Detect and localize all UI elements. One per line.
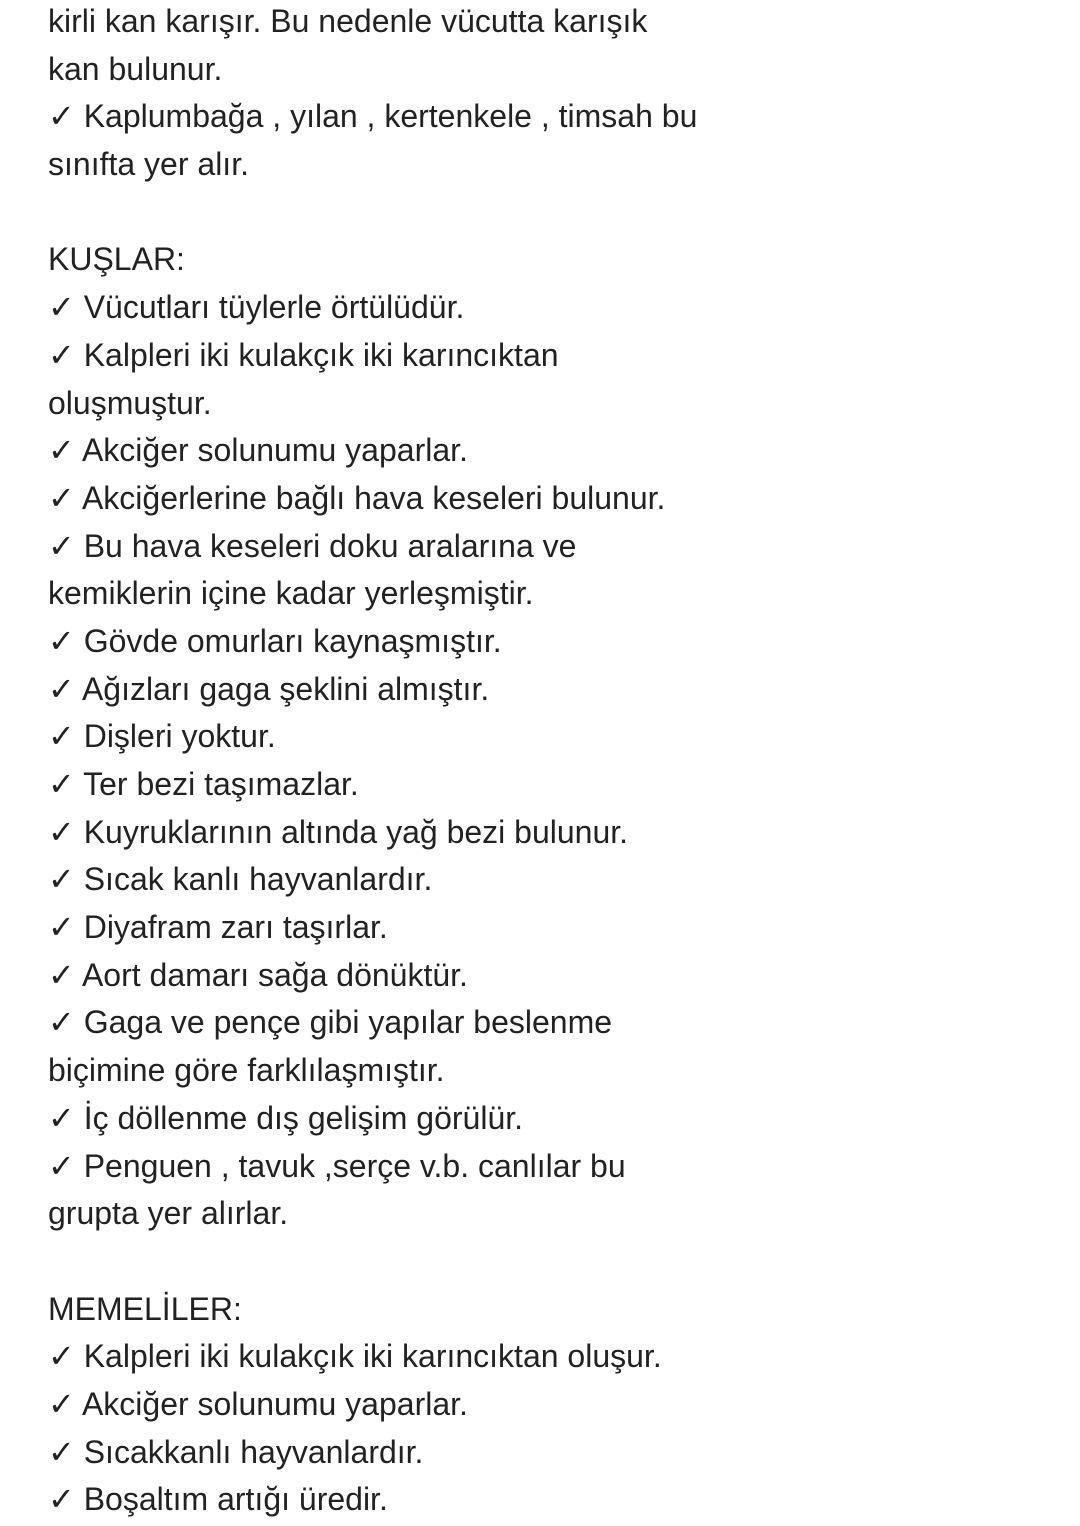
text-line: ✓ Gövde omurları kaynaşmıştır. xyxy=(48,622,502,659)
blank-line xyxy=(48,1238,1048,1286)
text-line: ✓ Aort damarı sağa dönüktür. xyxy=(48,956,468,993)
text-line: kan bulunur. xyxy=(48,50,223,87)
text-line: ✓ Sıcak kanlı hayvanlardır. xyxy=(48,861,433,898)
text-line: kirli kan karışır. Bu nedenle vücutta karışık xyxy=(48,3,648,39)
text-line: ✓ Akciğerlerine bağlı hava keseleri bulunur. xyxy=(48,479,666,516)
text-line: kemiklerin içine kadar yerleşmiştir. xyxy=(48,575,534,612)
section-heading: MEMELİLER: xyxy=(48,1290,242,1327)
text-line: grupta yer alırlar. xyxy=(48,1195,289,1232)
text-line: ✓ Dişleri yoktur. xyxy=(48,718,276,755)
text-line: ✓ Kalpleri iki kulakçık iki karıncıktan oluşur. xyxy=(48,1338,662,1375)
text-line: ✓ Sıcakkanlı hayvanlardır. xyxy=(48,1433,424,1470)
text-line: ✓ Kalpleri iki kulakçık iki karıncıktan xyxy=(48,336,559,373)
text-line: ✓ Gaga ve pençe gibi yapılar beslenme xyxy=(48,1004,613,1041)
text-line: sınıfta yer alır. xyxy=(48,146,249,183)
text-line: ✓ Penguen , tavuk ,serçe v.b. canlılar bu xyxy=(48,1147,626,1184)
text-line: ✓ Akciğer solunumu yaparlar. xyxy=(48,432,468,469)
text-line: ✓ Kaplumbağa , yılan , kertenkele , timsah bu xyxy=(48,98,698,135)
text-line: ✓ Diyafram zarı taşırlar. xyxy=(48,909,388,946)
text-line: ✓ Vücutları tüylerle örtülüdür. xyxy=(48,289,465,326)
blank-line xyxy=(48,189,1048,237)
text-line: ✓ Boşaltım artığı üredir. xyxy=(48,1481,388,1518)
text-line: ✓ İç döllenme dış gelişim görülür. xyxy=(48,1099,524,1136)
document-text xyxy=(48,0,1048,1524)
text-line: ✓ Kuyruklarının altında yağ bezi bulunur. xyxy=(48,813,629,850)
text-line: ✓ Bu hava keseleri doku aralarına ve xyxy=(48,527,577,564)
text-line: biçimine göre farklılaşmıştır. xyxy=(48,1052,445,1089)
section-heading: KUŞLAR: xyxy=(48,241,185,278)
text-line: ✓ Ağızları gaga şeklini almıştır. xyxy=(48,670,490,707)
text-line: ✓ Ter bezi taşımazlar. xyxy=(48,766,359,802)
text-line: ✓ Akciğer solunumu yaparlar. xyxy=(48,1385,468,1422)
text-line: oluşmuştur. xyxy=(48,384,212,421)
